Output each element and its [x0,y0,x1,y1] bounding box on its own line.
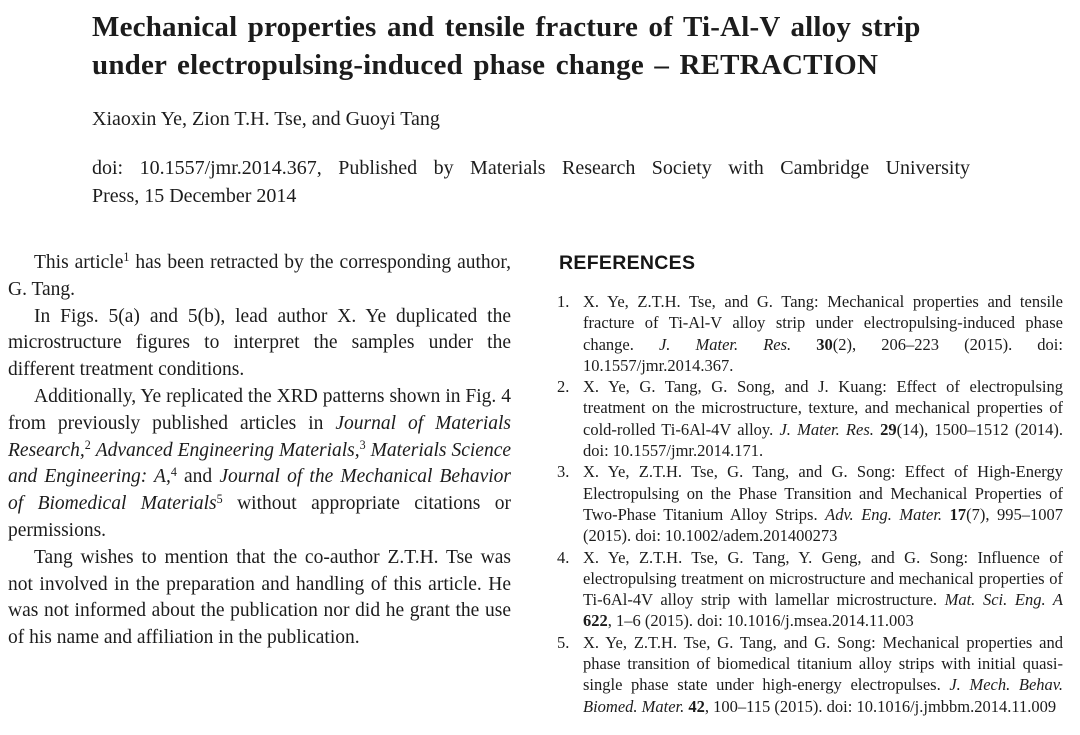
reference-text: X. Ye, Z.T.H. Tse, G. Tang, and G. Song: Mechanical properties and phase transition of biomedical titanium alloy strips with initial quasi-single phase state under high-energy electropulses. J. Mech. Behav. Biomed. Mater. 42, 100–115 (2015). doi: 10.1016/j.jmbbm.2014.11.009 [583,632,1063,716]
doi-line-1: doi: 10.1557/jmr.2014.367, Published by Materials Research Society with Cambridge University [92,157,970,179]
references-list [557,291,1063,717]
retraction-statement-column [8,250,511,717]
paragraph-replicated-xrd: Additionally, Ye replicated the XRD patterns shown in Fig. 4 from previously published articles in Journal of Materials Research,$^2$ Advanced Engineering Materials,$^3$ Materials Science and Engineering: A,$^4$ and Journal of the Mechanical Behavior of Biomedical Materials$^5$ without appropriate citations or permissions. [8,385,512,541]
doi-line-2: Press, 15 December 2014 [92,185,297,207]
article-title-line-1: Mechanical properties and tensile fracture of Ti-Al-V alloy strip [92,11,921,43]
article-title-line-2: under electropulsing-induced phase change – RETRACTION [92,49,879,81]
references-column [557,250,1063,717]
reference-item-5 [557,632,1063,717]
reference-text: X. Ye, G. Tang, G. Song, and J. Kuang: Effect of electropulsing treatment on the microstructure, texture, and mechanical properties of cold-rolled Ti-6Al-4V alloy. J. Mater. Res. 29(14), 1500–1512 (2014). doi: 10.1557/jmr.2014.171. [583,377,1064,461]
reference-item-4 [557,547,1063,632]
paragraph-coauthor-statement: Tang wishes to mention that the co-author Z.T.H. Tse was not involved in the preparation and handling of this article. He was not informed about the publication nor did he grant the use of his name and affiliation in the publication. [8,546,511,649]
article-title [92,8,970,84]
reference-item-1 [557,291,1063,376]
reference-text: X. Ye, Z.T.H. Tse, G. Tang, Y. Geng, and G. Song: Influence of electropulsing treatment on microstructure and mechanical properties of Ti-6Al-4V alloy strip with lamellar microstructure. Mat. Sci. Eng. A 622, 1–6 (2015). doi: 10.1016/j.msea.2014.11.003 [583,547,1063,631]
authors-line: Xiaoxin Ye, Zion T.H. Tse, and Guoyi Tang [92,108,440,130]
reference-number: 5. [557,632,570,652]
paragraph-retracted-by-author: This article$^1$ has been retracted by the corresponding author, G. Tang. [8,250,511,300]
reference-number: 2. [557,377,570,397]
reference-item-2 [557,376,1063,461]
reference-number: 4. [557,547,570,567]
front-matter [0,0,1080,210]
reference-item-3 [557,461,1063,546]
reference-number: 1. [557,292,570,311]
references-heading: REFERENCES [559,252,696,274]
doi-line [92,154,970,210]
reference-text: X. Ye, Z.T.H. Tse, G. Tang, and G. Song: Effect of High-Energy Electropulsing on the Phase Transition and Mechanical Properties of Two-Phase Titanium Alloy Strips. Adv. Eng. Mater. 17(7), 995–1007 (2015). doi: 10.1002/adem.201400273 [583,462,1063,546]
reference-text: X. Ye, Z.T.H. Tse, and G. Tang: Mechanical properties and tensile fracture of Ti-Al-V alloy strip under electropulsing-induced phase change. J. Mater. Res. 30(2), 206–223 (2015). doi: 10.1557/jmr.2014.367. [583,292,1063,375]
reference-number: 3. [557,462,570,482]
paragraph-duplicated-figures: In Figs. 5(a) and 5(b), lead author X. Ye duplicated the microstructure figures to interpret the samples under the different treatment conditions. [8,305,511,381]
two-column-body [0,250,1080,717]
